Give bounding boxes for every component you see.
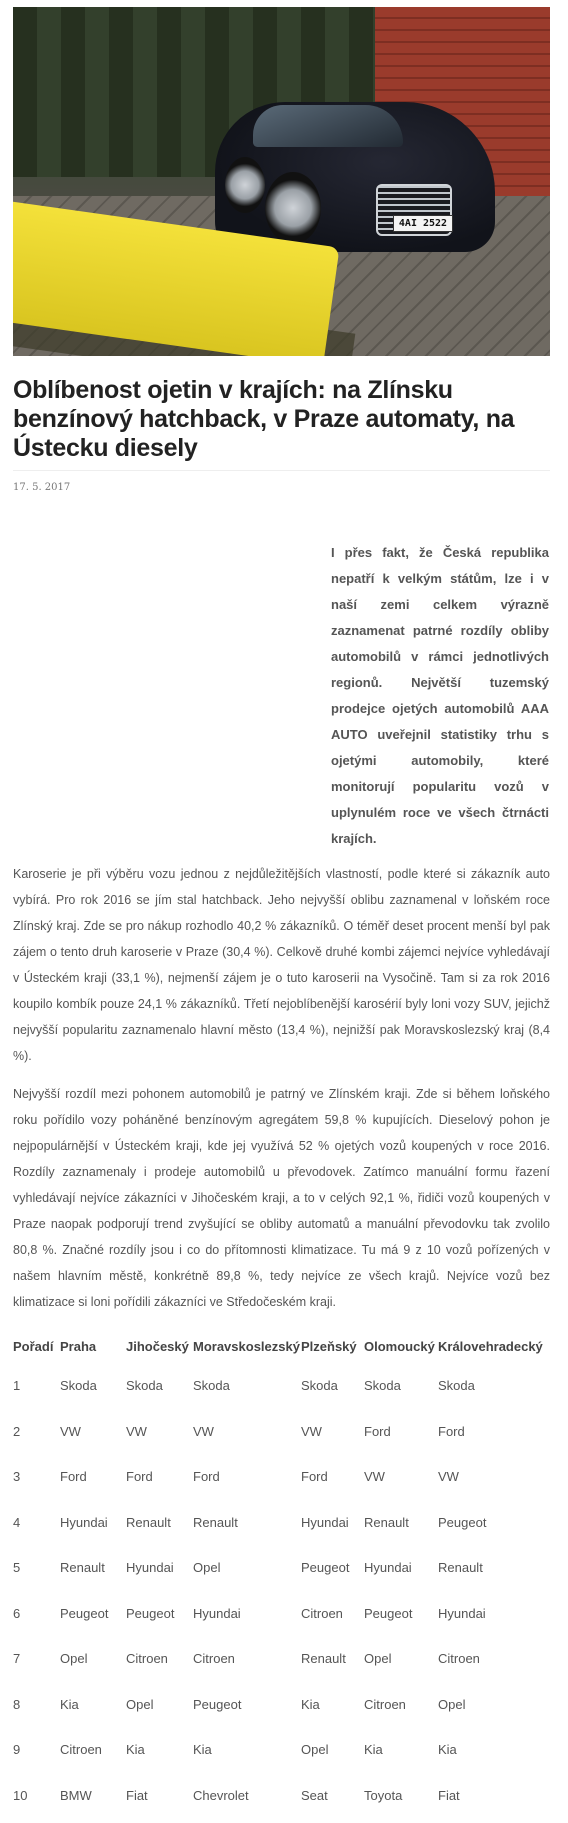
table-cell: Ford	[364, 1423, 391, 1439]
article-date: 17. 5. 2017	[13, 482, 71, 493]
title-divider	[13, 470, 550, 471]
table-cell: Peugeot	[301, 1560, 350, 1576]
table-cell: VW	[193, 1423, 214, 1439]
table-cell: Peugeot	[193, 1696, 242, 1712]
table-cell: 10	[13, 1787, 28, 1803]
table-row	[13, 1454, 550, 1500]
table-cell: Opel	[364, 1651, 392, 1667]
article-title: Oblíbenost ojetin v krajích: na Zlínsku benzínový hatchback, v Praze automaty, na Ústecku diesely	[13, 376, 515, 462]
table-row	[13, 1773, 550, 1819]
table-cell: Hyundai	[364, 1560, 412, 1576]
table-cell: VW	[438, 1469, 459, 1485]
table-cell: Hyundai	[438, 1605, 486, 1621]
table-cell: Opel	[126, 1696, 154, 1712]
table-cell: Fiat	[438, 1787, 460, 1803]
table-cell: 9	[13, 1742, 21, 1758]
article-paragraph-2: Nejvyšší rozdíl mezi pohonem automobilů je patrný ve Zlínském kraji. Zde si během loňského roku pořídilo vozy poháněné benzínovým agregátem 59,8 % kupujících. Dieselový pohon je nejpopulárnější v Ústeckém kraji, kde jej využívá 52 % ojetých vozů koupených v roce 2016. Rozdíly zaznamenaly i prodeje automobilů u převodovek. Zatímco manuální formu řazení vyhledávají nejvíce zákazníci v Jihočeském kraji, a to v celých 92,1 %, řidiči vozů koupených v Praze naopak podporují trend zvyšující se obliby automatů a manuální převodovku tak zvolilo 80,8 %. Značné rozdíly jsou i co do přítomnosti klimatizace. Tu má 9 z 10 vozů pořízených v našem hlavním městě, konkrétně 89,8 %, tedy nejvíce ze všech krajů. Nejvíce vozů bez klimatizace si loni pořídili zákazníci ve Středočeském kraji.	[13, 1087, 550, 1309]
table-cell: Skoda	[126, 1378, 163, 1394]
table-cell: Kia	[301, 1696, 320, 1712]
table-cell: Opel	[438, 1696, 466, 1712]
table-cell: Ford	[60, 1469, 87, 1485]
brand-ranking-table	[13, 1329, 550, 1818]
table-cell: Skoda	[438, 1378, 475, 1394]
table-cell: Kia	[364, 1742, 383, 1758]
table-row	[13, 1500, 550, 1546]
table-row	[13, 1363, 550, 1409]
table-cell: Peugeot	[126, 1605, 175, 1621]
article-paragraph-1: Karoserie je při výběru vozu jednou z nejdůležitějších vlastností, podle které si zákazník auto vybírá. Pro rok 2016 se jím stal hatchback. Jeho nejvyšší oblibu zaznamenal v loňském roce Zlínský kraj. Zde se pro nákup rozhodlo 40,2 % zákazníků. O téměř deset procent menší byl pak zájem o tento druh karoserie v Praze (30,4 %). Celkově druhé kombi zájemci nejvíce vyhledávají v Ústeckém kraji (33,1 %), nejmenší zájem je o tuto karoserii na Vysočině. Tam si za rok 2016 koupilo kombík pouze 24,1 % zákazníků. Třetí nejoblíbenější karosérií byly loni vozy SUV, jejichž nejvyšší popularitu zaznamenalo hlavní město (13,4 %), nejnižší pak Moravskoslezský kraj (8,4 %).	[13, 867, 550, 1063]
table-cell: Kia	[60, 1696, 79, 1712]
table-cell: VW	[126, 1423, 147, 1439]
table-header-row	[13, 1329, 550, 1363]
table-cell: Peugeot	[438, 1514, 487, 1530]
table-cell: 8	[13, 1696, 21, 1712]
table-cell: Renault	[60, 1560, 105, 1576]
table-cell: Hyundai	[301, 1514, 349, 1530]
table-cell: Kia	[193, 1742, 212, 1758]
table-cell: Kia	[126, 1742, 145, 1758]
table-cell: Citroen	[126, 1651, 168, 1667]
table-cell: Citroen	[193, 1651, 235, 1667]
table-cell: 1	[13, 1378, 21, 1394]
table-cell: Citroen	[364, 1696, 406, 1712]
table-cell: 5	[13, 1560, 21, 1576]
table-cell: Citroen	[301, 1605, 343, 1621]
table-cell: Kia	[438, 1742, 457, 1758]
table-cell: Hyundai	[126, 1560, 174, 1576]
header-praha: Praha	[60, 1338, 97, 1354]
table-cell: Ford	[193, 1469, 220, 1485]
header-jihocesky: Jihočeský	[126, 1338, 189, 1354]
table-cell: Skoda	[193, 1378, 230, 1394]
header-rank: Pořadí	[13, 1338, 54, 1354]
table-row	[13, 1409, 550, 1455]
table-row	[13, 1591, 550, 1637]
photo-car-windshield	[253, 105, 403, 147]
table-cell: Renault	[364, 1514, 409, 1530]
table-cell: Renault	[301, 1651, 346, 1667]
table-cell: Renault	[438, 1560, 483, 1576]
photo-license-plate: 4AI 2522	[393, 215, 453, 232]
table-cell: 6	[13, 1605, 21, 1621]
table-cell: Seat	[301, 1787, 328, 1803]
header-moravskoslezsky: Moravskoslezský	[193, 1338, 300, 1354]
table-cell: VW	[301, 1423, 322, 1439]
table-cell: Opel	[193, 1560, 221, 1576]
hero-car-photo	[13, 7, 550, 356]
table-cell: VW	[60, 1423, 81, 1439]
photo-car-wheel-left	[265, 172, 321, 244]
table-cell: Citroen	[438, 1651, 480, 1667]
header-plzensky: Plzeňský	[301, 1338, 357, 1354]
table-row	[13, 1545, 550, 1591]
table-cell: Opel	[60, 1651, 88, 1667]
table-row	[13, 1682, 550, 1728]
table-cell: Toyota	[364, 1787, 403, 1803]
table-cell: Ford	[438, 1423, 465, 1439]
table-cell: Renault	[193, 1514, 238, 1530]
table-cell: 2	[13, 1423, 21, 1439]
table-cell: 3	[13, 1469, 21, 1485]
photo-car-wheel-rear	[225, 157, 265, 213]
header-olomoucky: Olomoucký	[364, 1338, 435, 1354]
table-row	[13, 1727, 550, 1773]
table-cell: Skoda	[60, 1378, 97, 1394]
table-cell: 7	[13, 1651, 21, 1667]
table-cell: Ford	[126, 1469, 153, 1485]
table-cell: Renault	[126, 1514, 171, 1530]
table-cell: Citroen	[60, 1742, 102, 1758]
table-cell: Skoda	[364, 1378, 401, 1394]
table-cell: Ford	[301, 1469, 328, 1485]
table-cell: Peugeot	[364, 1605, 413, 1621]
table-cell: BMW	[60, 1787, 92, 1803]
table-cell: Fiat	[126, 1787, 148, 1803]
table-cell: Peugeot	[60, 1605, 109, 1621]
table-cell: Skoda	[301, 1378, 338, 1394]
table-cell: Hyundai	[193, 1605, 241, 1621]
table-cell: Chevrolet	[193, 1787, 249, 1803]
header-kralovehradecky: Královehradecký	[438, 1338, 543, 1354]
table-cell: Hyundai	[60, 1514, 108, 1530]
table-cell: 4	[13, 1514, 21, 1530]
article-intro: I přes fakt, že Česká republika nepatří k velkým státům, lze i v naší zemi celkem výrazně zaznamenat patrné rozdíly obliby automobilů v rámci jednotlivých regionů. Největší tuzemský prodejce ojetých automobilů AAA AUTO uveřejnil statistiky trhu s ojetými automobily, které monitorují popularitu vozů v uplynulém roce ve všech čtrnácti krajích.	[331, 545, 549, 846]
table-row	[13, 1636, 550, 1682]
table-cell: Opel	[301, 1742, 329, 1758]
table-cell: VW	[364, 1469, 385, 1485]
